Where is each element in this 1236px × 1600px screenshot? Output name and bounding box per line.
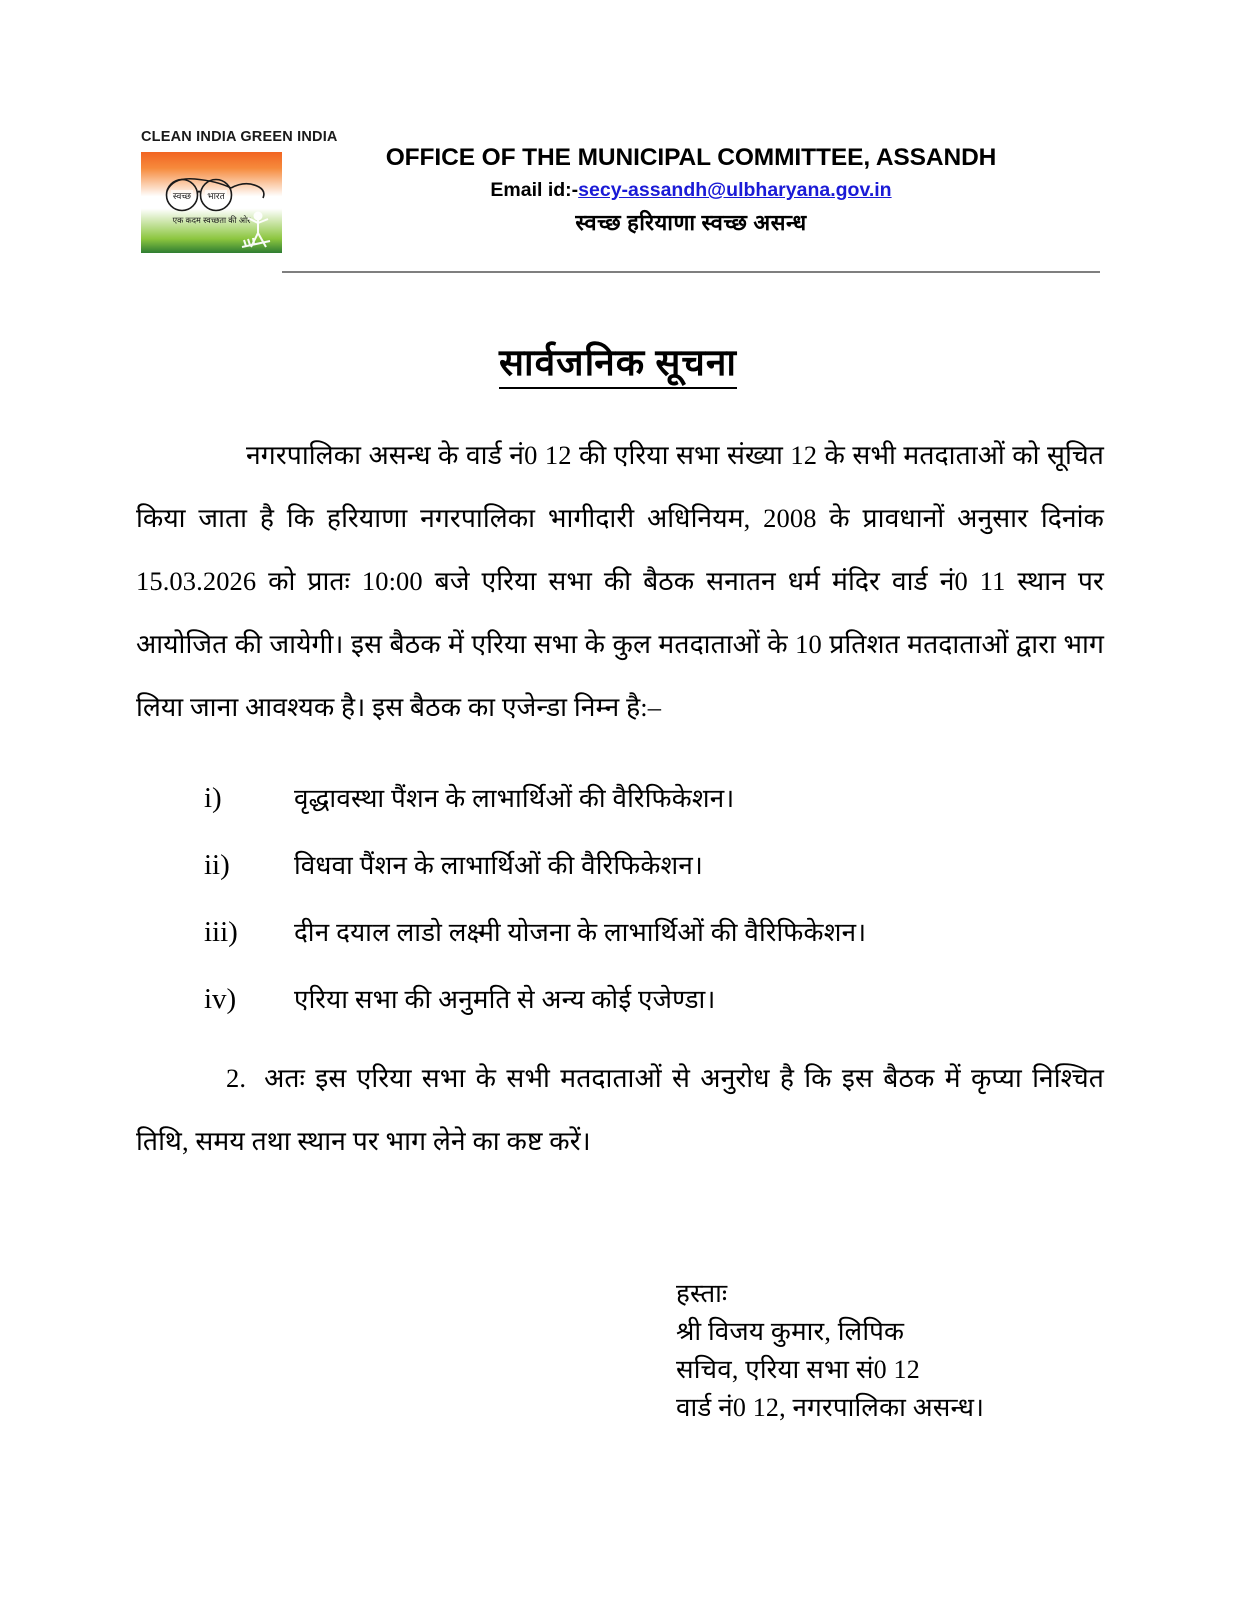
- signature-label: हस्ताः: [676, 1279, 728, 1308]
- page-title-text: सार्वजनिक सूचना: [499, 343, 737, 389]
- document-header: [0, 118, 1236, 293]
- signatory-ward: वार्ड नं0 12, नगरपालिका असन्ध।: [676, 1393, 985, 1422]
- document-body: [136, 424, 1104, 1173]
- notice-paragraph-1: नगरपालिका असन्ध के वार्ड नं0 12 की एरिया सभा संख्या 12 के सभी मतदाताओं को सूचित किया जाता है कि हरियाणा नगरपालिका भागीदारी अधिनियम, 2008 के प्रावधानों अनुसार दिनांक 15.03.2026 को प्रातः 10:00 बजे एरिया सभा की बैठक सनातन धर्म मंदिर वार्ड नं0 11 स्थान पर आयोजित की जायेगी। इस बैठक में एरिया सभा के कुल मतदाताओं के 10 प्रतिशत मतदाताओं द्वारा भाग लिया जाना आवश्यक है। इस बैठक का एजेन्डा निम्न है:–: [136, 440, 1104, 722]
- paragraph-2-text: अतः इस एरिया सभा के सभी मतदाताओं से अनुरोध है कि इस बैठक में कृप्या निश्चित तिथि, समय तथा स्थान पर भाग लेने का कष्ट करें।: [136, 1063, 1104, 1156]
- agenda-item: [174, 899, 1104, 966]
- signatory-designation: सचिव, एरिया सभा सं0 12: [676, 1355, 920, 1384]
- slogan-hindi: स्वच्छ हरियाणा स्वच्छ असन्ध: [575, 209, 807, 235]
- notice-paragraph-2: [136, 1047, 1104, 1173]
- agenda-item-number: iv): [204, 983, 237, 1015]
- agenda-item-label: एरिया सभा की अनुमति से अन्य कोई एजेण्डा।: [294, 985, 716, 1014]
- svg-text:स्वच्छ: स्वच्छ: [172, 190, 192, 201]
- header-text-block: [282, 144, 1100, 236]
- paragraph-2-number: 2.: [226, 1063, 247, 1093]
- swachh-bharat-logo-icon: [141, 152, 282, 253]
- email-link[interactable]: secy-assandh@ulbharyana.gov.in: [578, 179, 892, 202]
- agenda-item-label: विधवा पैंशन के लाभार्थिओं की वैरिफिकेशन।: [294, 851, 704, 880]
- office-title: OFFICE OF THE MUNICIPAL COMMITTEE, ASSANDH: [385, 144, 997, 171]
- clean-india-green-india-caption: CLEAN INDIA GREEN INDIA: [141, 129, 338, 145]
- agenda-item-label: वृद्धावस्था पैंशन के लाभार्थिओं की वैरिफिकेशन।: [294, 784, 735, 813]
- email-label: Email id:-: [490, 179, 579, 202]
- agenda-list: [174, 765, 1104, 1033]
- agenda-item-label: दीन दयाल लाडो लक्ष्मी योजना के लाभार्थिओं की वैरिफिकेशन।: [294, 918, 867, 947]
- sweeper-figure-icon: [236, 207, 276, 251]
- email-line: [282, 179, 1100, 202]
- agenda-item-number: i): [204, 782, 222, 814]
- signatory-name: श्री विजय कुमार, लिपिक: [676, 1317, 905, 1346]
- agenda-item: [174, 832, 1104, 899]
- logo-tagline: एक कदम स्वच्छता की ओर: [172, 214, 251, 225]
- agenda-item-number: iii): [204, 916, 238, 948]
- page-title: [0, 335, 1236, 386]
- agenda-item-number: ii): [204, 849, 230, 881]
- header-divider: [282, 271, 1100, 273]
- signature-block: [676, 1275, 1096, 1427]
- agenda-item: [174, 765, 1104, 832]
- agenda-item: [174, 966, 1104, 1033]
- svg-text:भारत: भारत: [207, 190, 225, 201]
